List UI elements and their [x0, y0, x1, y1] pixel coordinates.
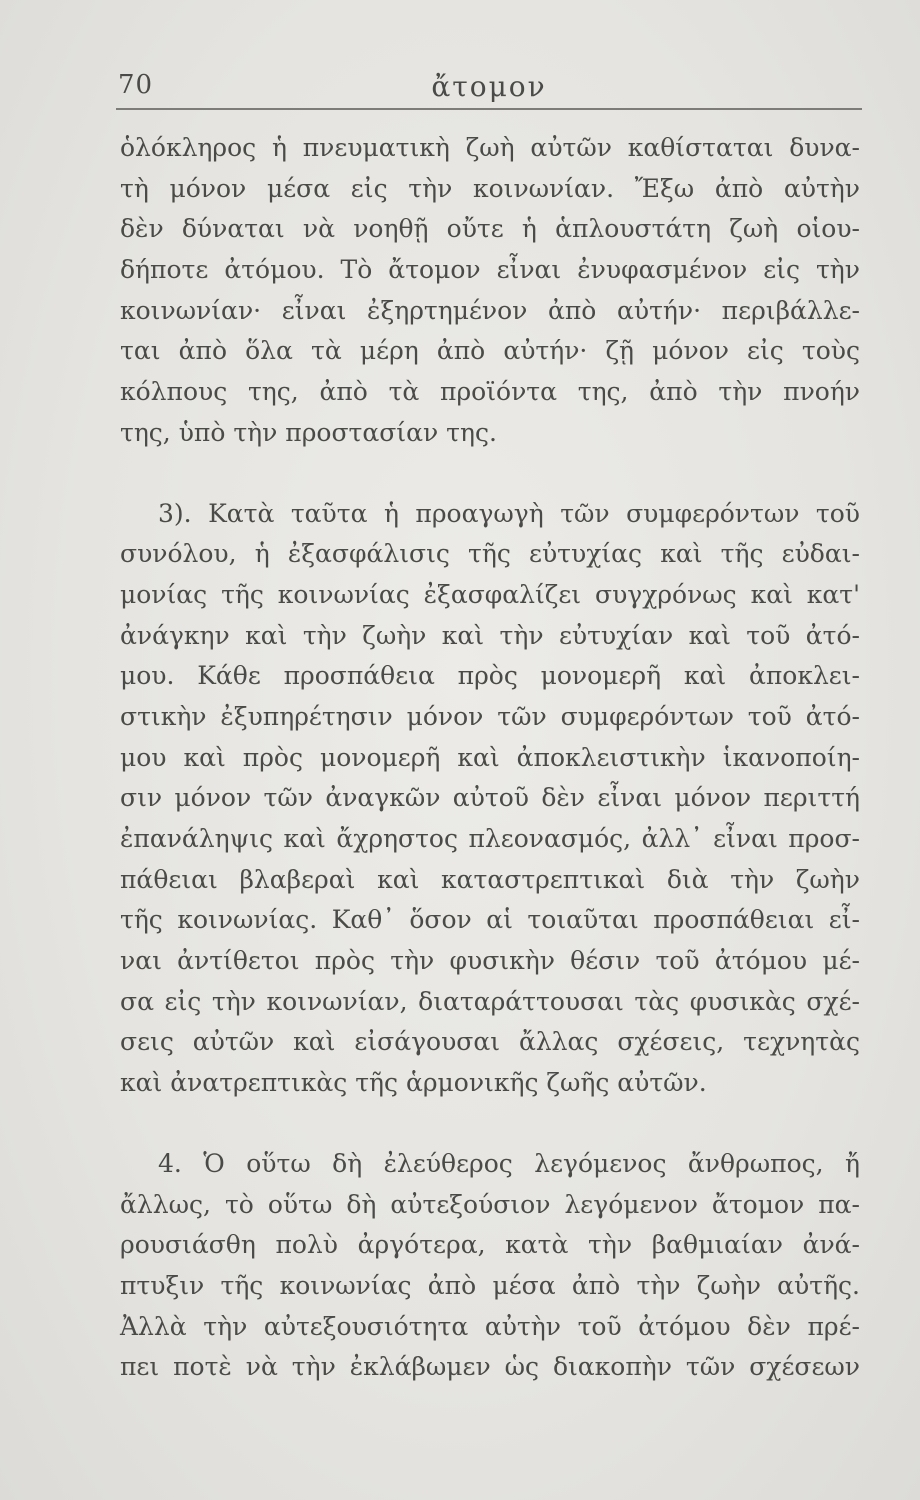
- text-line: πάθειαι βλαβεραὶ καὶ καταστρεπτικαὶ διὰ τὴν ζωὴν: [120, 864, 860, 894]
- paragraph-1: [120, 128, 860, 454]
- text-line: στικὴν ἐξυπηρέτησιν μόνον τῶν συμφερόντων τοῦ ἀτό-: [120, 701, 860, 731]
- text-line: ἄλλως, τὸ οὕτω δὴ αὐτεξούσιον λεγόμενον ἄτομον πα-: [120, 1189, 860, 1219]
- paragraph-3: [120, 1144, 860, 1388]
- text-line: τὴ μόνον μέσα εἰς τὴν κοινωνίαν. Ἔξω ἀπὸ αὐτὴν: [120, 173, 860, 203]
- text-line: ρουσιάσθη πολὺ ἀργότερα, κατὰ τὴν βαθμιαίαν ἀνά-: [120, 1230, 860, 1260]
- text-line: ὁλόκληρος ἡ πνευματικὴ ζωὴ αὐτῶν καθίσταται δυνα-: [120, 133, 860, 162]
- text-line: μονίας τῆς κοινωνίας ἐξασφαλίζει συγχρόνως καὶ κατ': [120, 579, 860, 609]
- text-line: δὲν δύναται νὰ νοηθῇ οὔτε ἡ ἁπλουστάτη ζωὴ οἱου-: [120, 214, 860, 244]
- text-line: της, ὑπὸ τὴν προστασίαν της.: [120, 417, 497, 447]
- text-line: ται ἀπὸ ὅλα τὰ μέρη ἀπὸ αὐτήν· ζῇ μόνον εἰς τοὺς: [120, 336, 860, 366]
- text-line: 4. Ὁ οὕτω δὴ ἐλεύθερος λεγόμενος ἄνθρωπος, ἤ: [158, 1148, 860, 1178]
- text-line: συνόλου, ἡ ἐξασφάλισις τῆς εὐτυχίας καὶ τῆς εὐδαι-: [120, 539, 860, 569]
- header-rule: [116, 108, 862, 110]
- text-line: ἐπανάληψις καὶ ἄχρηστος πλεονασμός, ἀλλ᾽ εἶναι προσ-: [120, 824, 860, 853]
- text-line: δήποτε ἀτόμου. Τὸ ἄτομον εἶναι ἐνυφασμένον εἰς τὴν: [120, 255, 860, 285]
- text-line: κοινωνίαν· εἶναι ἐξηρτημένον ἀπὸ αὐτήν· περιβάλλε-: [120, 295, 860, 325]
- text-line: σεις αὐτῶν καὶ εἰσάγουσαι ἄλλας σχέσεις, τεχνητὰς: [120, 1027, 860, 1057]
- body-text: [120, 128, 860, 1388]
- text-line: Ἀλλὰ τὴν αὐτεξουσιότητα αὐτὴν τοῦ ἀτόμου δὲν πρέ-: [120, 1311, 860, 1341]
- text-line: ναι ἀντίθετοι πρὸς τὴν φυσικὴν θέσιν τοῦ ἀτόμου μέ-: [120, 946, 860, 976]
- text-line: τῆς κοινωνίας. Καθ᾽ ὅσον αἱ τοιαῦται προσπάθειαι εἶ-: [120, 905, 860, 935]
- text-line: 3). Κατὰ ταῦτα ἡ προαγωγὴ τῶν συμφερόντων τοῦ: [158, 498, 860, 528]
- text-line: σα εἰς τὴν κοινωνίαν, διαταράττουσαι τὰς φυσικὰς σχέ-: [120, 986, 860, 1016]
- paragraph-gap: [120, 454, 860, 494]
- text-line: μου. Κάθε προσπάθεια πρὸς μονομερῆ καὶ ἀποκλει-: [120, 661, 860, 691]
- paragraph-gap: [120, 1104, 860, 1144]
- paragraph-2: [120, 494, 860, 1104]
- text-line: κόλπους της, ἀπὸ τὰ προϊόντα της, ἀπὸ τὴν πνοήν: [120, 377, 860, 407]
- text-line: πτυξιν τῆς κοινωνίας ἀπὸ μέσα ἀπὸ τὴν ζωὴν αὐτῆς.: [120, 1270, 860, 1300]
- text-line: μου καὶ πρὸς μονομερῆ καὶ ἀποκλειστικὴν ἱκανοποίη-: [120, 742, 860, 772]
- text-line: καὶ ἀνατρεπτικὰς τῆς ἁρμονικῆς ζωῆς αὐτῶν.: [120, 1068, 707, 1098]
- text-line: ἀνάγκην καὶ τὴν ζωὴν καὶ τὴν εὐτυχίαν καὶ τοῦ ἀτό-: [120, 620, 860, 650]
- text-line: πει ποτὲ νὰ τὴν ἐκλάβωμεν ὡς διακοπὴν τῶν σχέσεων: [120, 1352, 860, 1382]
- running-title: ἄτομον: [431, 70, 547, 103]
- running-head: [118, 70, 860, 112]
- page-number: 70: [118, 70, 154, 100]
- text-line: σιν μόνον τῶν ἀναγκῶν αὐτοῦ δὲν εἶναι μόνον περιττή: [120, 783, 860, 813]
